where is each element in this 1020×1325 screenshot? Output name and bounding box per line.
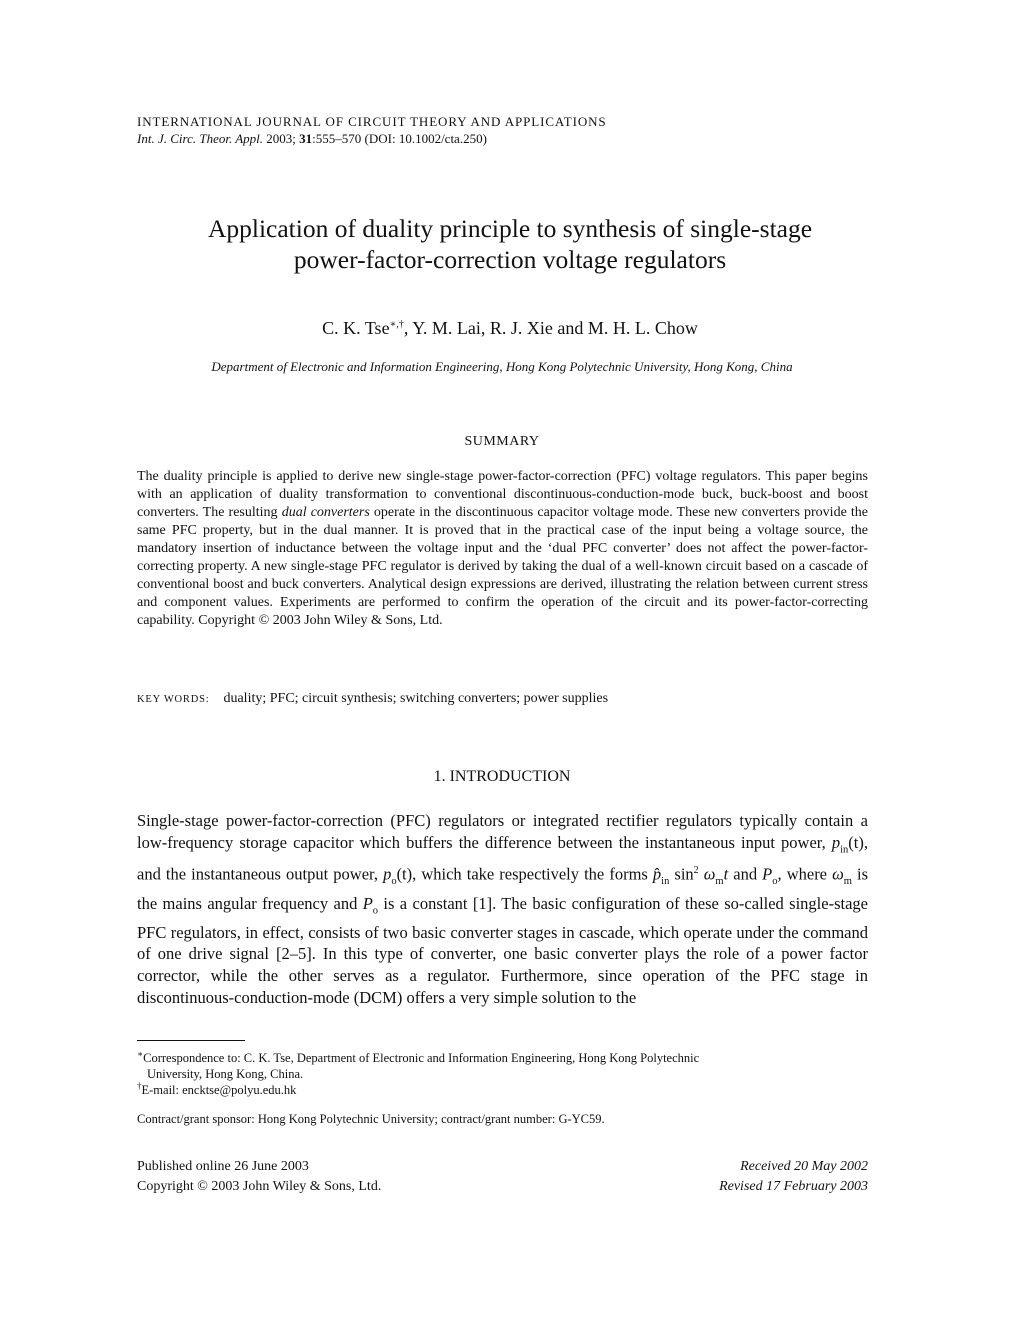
summary-part-a: The duality principle is applied to derive new single-stage power-factor-correction (PFC) voltage regulators. This paper begins with an application of duality transformation to conventional discontinuous-conduction-mode buck, buck-boost and boost converters. The resulting — [137, 469, 868, 520]
volume: 31 — [299, 131, 313, 146]
revised-date: Revised 17 February 2003 — [719, 1179, 868, 1194]
summary-emphasis: dual converters — [281, 505, 370, 520]
footnote-1-b: University, Hong Kong, China. — [147, 1067, 304, 1082]
keywords — [137, 691, 608, 707]
footnote-2: E-mail: encktse@polyu.edu.hk — [141, 1083, 297, 1098]
title-line-2: power-factor-correction voltage regulators — [293, 245, 727, 274]
footnote-correspondence — [137, 1046, 868, 1082]
p-symbol: p — [831, 832, 841, 852]
sup-2: 2 — [693, 865, 699, 877]
authors-rest: , Y. M. Lai, R. J. Xie and M. H. L. Chow — [403, 318, 698, 338]
footnote-1-a: Correspondence to: C. K. Tse, Department of Electronic and Information Engineering, Hong Kong Polytechnic — [143, 1051, 700, 1066]
omega-symbol: ω — [832, 864, 844, 884]
introduction-paragraph — [137, 810, 868, 1008]
sub-o: o — [391, 876, 397, 888]
journal-name: INTERNATIONAL JOURNAL OF CIRCUIT THEORY AND APPLICATIONS — [137, 114, 607, 129]
copyright: Copyright © 2003 John Wiley & Sons, Ltd. — [137, 1179, 382, 1194]
publication-row-2 — [137, 1177, 868, 1197]
sub-m: m — [715, 876, 724, 888]
intro-text-5: , where — [777, 864, 828, 884]
keywords-list: duality; PFC; circuit synthesis; switching converters; power supplies — [223, 691, 609, 706]
year: 2003; — [266, 131, 296, 146]
paper-title — [120, 213, 900, 275]
summary-part-b: operate in the discontinuous capacitor voltage mode. These new converters provide the same PFC property, but in the dual manner. It is proved that in the practical case of the input being a voltage source, the mandatory insertion of inductance between the voltage input and the ‘dual PFC converter’ does not affect the power-factor-correcting property. A new single-stage PFC regulator is derived by taking the dual of a well-known circuit based on a cascade of conventional boost and buck converters. Analytical design expressions are derived, illustrating the relation between current stress and component values. Experiments are performed to confirm the operation of the circuit and its power-factor-correcting capability. Copyright © 2003 John Wiley & Sons, Ltd. — [137, 505, 869, 628]
title-line-1: Application of duality principle to synthesis of single-stage — [207, 214, 813, 243]
footnote-mark-1: ∗ — [137, 1049, 144, 1059]
section-heading-introduction: 1. INTRODUCTION — [433, 768, 571, 785]
sub-in: in — [840, 843, 849, 855]
sub-m: m — [843, 876, 852, 888]
intro-text-3: , which take respectively the forms — [412, 864, 648, 884]
received-date: Received 20 May 2002 — [740, 1159, 868, 1174]
pages-doi: :555–570 (DOI: 10.1002/cta.250) — [312, 131, 487, 146]
intro-text-2: , and the instantaneous output power, — [137, 832, 868, 884]
of-t: (t) — [848, 832, 864, 852]
intro-text-7: is a constant [1]. The basic configuration of these so-called single-stage PFC regulators, in effect, consists of two basic converter stages in cascade, which operate under the command of one drive signal [2–5]. In this type of converter, one basic converter plays the role of a power factor corrector, while the other serves as a regulator. Furthermore, since operation of the PFC stage in discontinuous-conduction-mode (DCM) offers a very simple solution to the — [137, 893, 868, 1007]
published-online: Published online 26 June 2003 — [137, 1159, 309, 1174]
authors — [120, 318, 900, 339]
footnote-rule — [137, 1040, 245, 1041]
sub-in: in — [661, 876, 670, 888]
intro-text-1: Single-stage power-factor-correction (PFC) regulators or integrated rectifier regulators typically contain a low-frequency storage capacitor which buffers the difference between the instantaneous input power, — [137, 811, 868, 852]
footnote-email — [137, 1078, 868, 1098]
p-hat-symbol: p̂ — [652, 864, 662, 884]
keywords-label: KEY WORDS: — [137, 694, 210, 705]
footnote-mark-2: † — [137, 1081, 142, 1091]
citation-line — [137, 131, 487, 147]
intro-text-4: and — [733, 864, 758, 884]
footnote-contract: Contract/grant sponsor: Hong Kong Polytechnic University; contract/grant number: G-YC59. — [137, 1112, 605, 1126]
of-t: (t) — [396, 864, 413, 884]
p-symbol: p — [383, 864, 392, 884]
P-symbol: P — [362, 893, 373, 913]
affiliation: Department of Electronic and Information Engineering, Hong Kong Polytechnic University, Hong Kong, China — [211, 359, 793, 374]
sub-o: o — [372, 905, 379, 917]
t-var: t — [723, 864, 729, 884]
sin-function: sin — [674, 864, 694, 884]
P-symbol: P — [762, 864, 773, 884]
summary-heading: SUMMARY — [464, 434, 540, 449]
omega-symbol: ω — [703, 864, 716, 884]
sub-o: o — [772, 876, 778, 888]
intro-text-6: is the mains angular frequency and — [137, 864, 869, 913]
summary-text — [137, 468, 868, 630]
publication-row-1 — [137, 1157, 868, 1177]
author-1-marks: ∗,† — [389, 319, 404, 330]
journal-abbrev: Int. J. Circ. Theor. Appl. — [137, 131, 264, 146]
author-1: C. K. Tse — [322, 318, 390, 338]
